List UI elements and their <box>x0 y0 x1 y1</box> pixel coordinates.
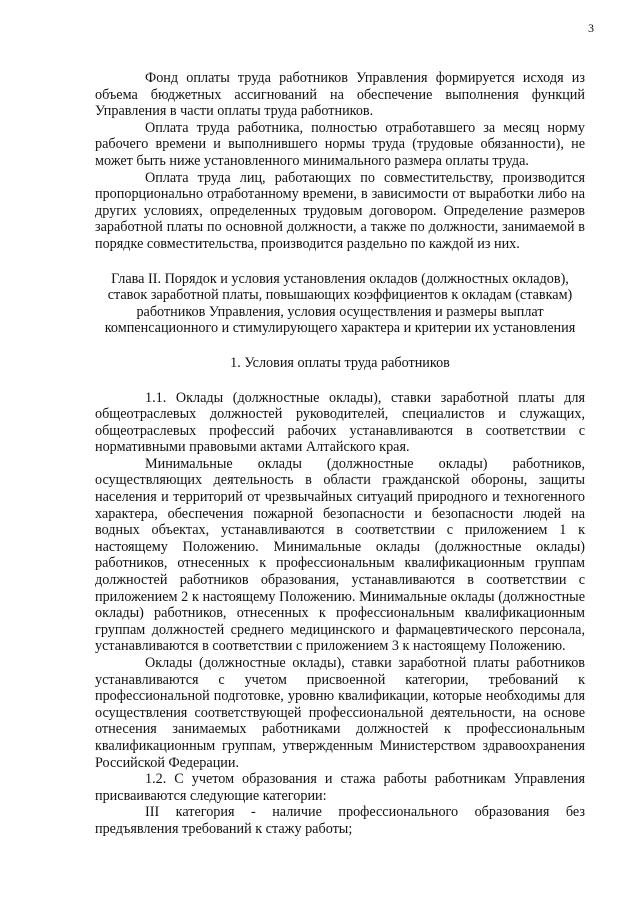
paragraph: Минимальные оклады (должностные оклады) работников, осуществляющих деятельность в области гражданской обороны, защиты населения и территорий от чрезвычайных ситуаций природного и техногенного характера, обеспечения пожарной безопасности и безопасности людей на водных объектах, устанавливаются в соответствии с приложением 1 к настоящему Положению. Минимальные оклады (должностные оклады) работников, отнесенных к профессиональным квалификационным группам должностей работников образования, устанавливаются в соответствии с приложением 2 к настоящему Положению. Минимальные оклады (должностные оклады) работников, отнесенных к профессиональным квалификационным группам должностей среднего медицинского и фармацевтического персонала, устанавливаются в соответствии с приложением 3 к настоящему Положению. <box>95 455 585 655</box>
chapter-heading: Глава II. Порядок и условия установления окладов (должностных окладов), ставок заработной платы, повышающих коэффициентов к окладам (ставкам) работников Управления, условия осуществления и размеры выплат компенсационного и стимулирующего характера и критерии их установления <box>104 270 576 337</box>
section-heading: 1. Условия оплаты труда работников <box>230 354 450 371</box>
document-body <box>95 70 585 838</box>
paragraph: Оплата труда работника, полностью отработавшего за месяц норму рабочего времени и выполнившего нормы труда (трудовые обязанности), не может быть ниже установленного минимального размера оплаты труда. <box>95 119 585 169</box>
paragraph: III категория - наличие профессионального образования без предъявления требований к стажу работы; <box>95 804 585 837</box>
paragraph: 1.2. С учетом образования и стажа работы работникам Управления присваиваются следующие категории: <box>95 771 585 804</box>
paragraph: Оклады (должностные оклады), ставки заработной платы работников устанавливаются с учетом присвоенной категории, требований к профессиональной подготовке, уровню квалификации, которые необходимы для осуществления соответствующей профессиональной деятельности, на основе отнесения занимаемых работниками должностей к профессиональным квалификационным группам, утвержденным Министерством здравоохранения Российской Федерации. <box>95 655 585 771</box>
page-number: 3 <box>588 21 594 35</box>
paragraph: Оплата труда лиц, работающих по совместительству, производится пропорционально отработанному времени, в зависимости от выработки либо на других условиях, определенных трудовым договором. Определение размеров заработной платы по основной должности, а также по должности, занимаемой в порядке совместительства, производится раздельно по каждой из них. <box>95 169 585 252</box>
paragraph: 1.1. Оклады (должностные оклады), ставки заработной платы для общеотраслевых должностей руководителей, специалистов и служащих, общеотраслевых профессий рабочих устанавливаются в соответствии с нормативными правовыми актами Алтайского края. <box>95 389 585 456</box>
paragraph: Фонд оплаты труда работников Управления формируется исходя из объема бюджетных ассигнований на обеспечение выполнения функций Управления в части оплаты труда работников. <box>95 70 585 120</box>
